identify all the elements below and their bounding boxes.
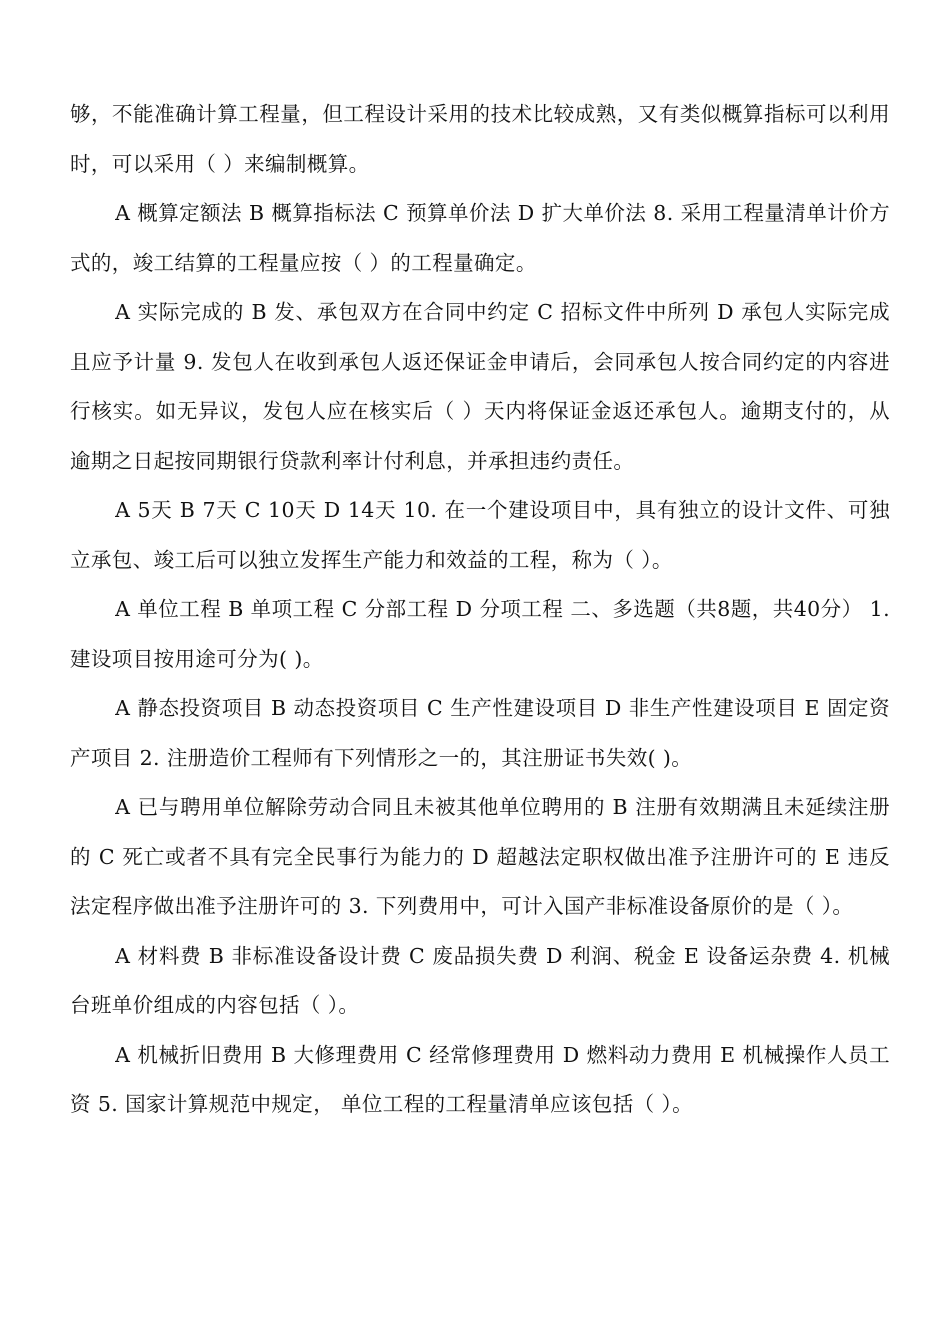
paragraph-multi-1: A 单位工程 B 单项工程 C 分部工程 D 分项工程 二、多选题（共8题，共40分） 1. 建设项目按用途可分为( )。 [70,597,890,671]
paragraph-continuation: 够，不能准确计算工程量，但工程设计采用的技术比较成熟，又有类似概算指标可以利用时，可以采用（ ）来编制概算。 [70,102,890,176]
paragraph-multi-4: A 材料费 B 非标准设备设计费 C 废品损失费 D 利润、税金 E 设备运杂费 4. 机械台班单价组成的内容包括（ ）。 [70,943,890,1017]
paragraph-q10: A 5天 B 7天 C 10天 D 14天 10. 在一个建设项目中，具有独立的设计文件、可独立承包、竣工后可以独立发挥生产能力和效益的工程，称为（ ）。 [70,498,890,572]
paragraph-multi-5: A 机械折旧费用 B 大修理费用 C 经常修理费用 D 燃料动力费用 E 机械操作人员工资 5. 国家计算规范中规定， 单位工程的工程量清单应该包括（ ）。 [70,1042,890,1116]
document-body [70,90,890,1130]
paragraph-q8: A 概算定额法 B 概算指标法 C 预算单价法 D 扩大单价法 8. 采用工程量清单计价方式的，竣工结算的工程量应按（ ）的工程量确定。 [70,201,890,275]
paragraph-q9: A 实际完成的 B 发、承包双方在合同中约定 C 招标文件中所列 D 承包人实际完成且应予计量 9. 发包人在收到承包人返还保证金申请后，会同承包人按合同约定的内容进行核实。如无异议，发包人应在核实后（ ）天内将保证金返还承包人。逾期支付的，从逾期之日起按同期银行贷款利率计付利息，并承担违约责任。 [70,300,890,473]
paragraph-multi-3: A 已与聘用单位解除劳动合同且未被其他单位聘用的 B 注册有效期满且未延续注册的 C 死亡或者不具有完全民事行为能力的 D 超越法定职权做出准予注册许可的 E 违反法定程序做出准予注册许可的 3. 下列费用中，可计入国产非标准设备原价的是（ ）。 [70,795,890,918]
paragraph-multi-2: A 静态投资项目 B 动态投资项目 C 生产性建设项目 D 非生产性建设项目 E 固定资产项目 2. 注册造价工程师有下列情形之一的，其注册证书失效( )。 [70,696,890,770]
